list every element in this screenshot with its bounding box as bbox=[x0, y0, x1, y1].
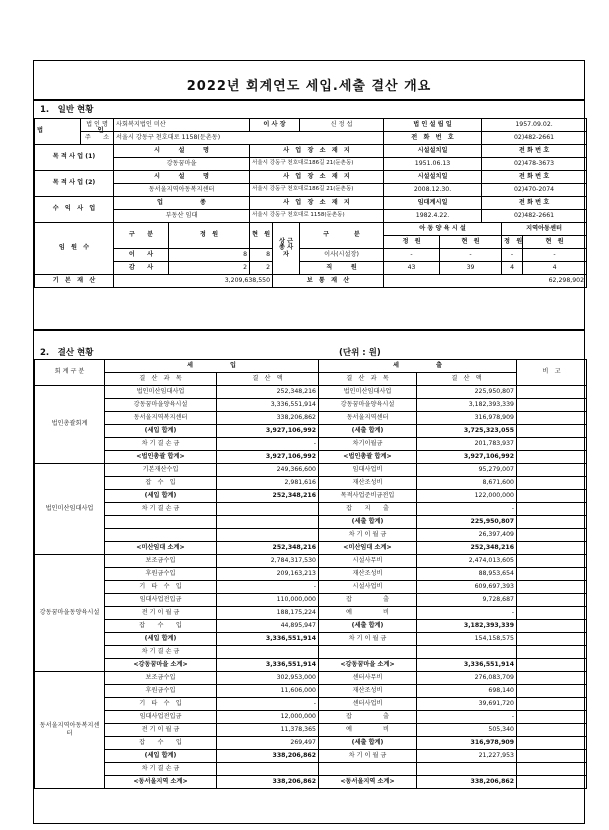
amount-cell: - bbox=[417, 607, 517, 620]
amount-cell: 3,927,106,992 bbox=[417, 451, 517, 464]
item-cell: 전 기 이 월 금 bbox=[105, 607, 217, 620]
table-row bbox=[35, 607, 587, 620]
tel2-label-3: 전 화 번 호 bbox=[482, 197, 587, 210]
rev-tel: 02)482-2661 bbox=[482, 210, 587, 223]
item-cell: 후원금수입 bbox=[105, 685, 217, 698]
normal-assets-label: 보 통 재 산 bbox=[273, 275, 384, 288]
item-cell: 강동꿈마을양육시설 bbox=[105, 399, 217, 412]
item-cell: <동서울지역 소계> bbox=[319, 776, 417, 789]
item-cell: 차 기 이 월 금 bbox=[319, 750, 417, 763]
amount-cell: 249,366,600 bbox=[217, 464, 319, 477]
director-label: 이 사 bbox=[114, 249, 169, 262]
amount-cell: 26,397,409 bbox=[417, 529, 517, 542]
basic-assets-value: 3,209,638,550 bbox=[114, 275, 273, 288]
amount-cell: 154,158,575 bbox=[417, 633, 517, 646]
current-label: 현 원 bbox=[250, 223, 273, 249]
tel-value: 02)482-2661 bbox=[482, 132, 587, 145]
table-row bbox=[35, 568, 587, 581]
item-cell bbox=[105, 516, 217, 529]
note-cell bbox=[517, 412, 587, 425]
item-cell: 보조금수입 bbox=[105, 672, 217, 685]
table-row bbox=[35, 464, 587, 477]
amount-cell: 252,348,216 bbox=[217, 386, 319, 399]
amount-cell: 95,279,007 bbox=[417, 464, 517, 477]
biz-type-label: 업 종 bbox=[114, 197, 250, 210]
table-row bbox=[35, 646, 587, 659]
note-cell bbox=[517, 399, 587, 412]
section-general-heading: 1. 일반 현황 bbox=[40, 105, 94, 115]
item-cell: 시설사무비 bbox=[319, 555, 417, 568]
item-cell: 차 기 결 손 금 bbox=[105, 438, 217, 451]
amount-cell: 252,348,216 bbox=[217, 542, 319, 555]
amount-cell bbox=[217, 529, 319, 542]
item-cell: 차 기 이 월 금 bbox=[319, 633, 417, 646]
item-cell: 임대사업전입금 bbox=[105, 711, 217, 724]
amount-cell: 3,927,106,992 bbox=[217, 451, 319, 464]
amount-cell: - bbox=[217, 581, 319, 594]
amount-cell: 110,000,000 bbox=[217, 594, 319, 607]
item-cell: <미산임대 소계> bbox=[105, 542, 217, 555]
chair-c1: - bbox=[440, 249, 502, 262]
amount-cell: 3,336,551,914 bbox=[217, 399, 319, 412]
header-rev-item: 결 산 과 목 bbox=[105, 373, 217, 386]
amount-cell: 39,691,720 bbox=[417, 698, 517, 711]
item-cell: 차기이월금 bbox=[319, 438, 417, 451]
item-cell: <미산임대 소계> bbox=[319, 542, 417, 555]
note-cell bbox=[517, 763, 587, 776]
item-cell: 재산조성비 bbox=[319, 477, 417, 490]
amount-cell bbox=[217, 646, 319, 659]
header-revenue: 세 입 bbox=[105, 360, 319, 373]
location-label-2: 사 업 장 소 재 지 bbox=[250, 171, 384, 184]
table-row bbox=[35, 438, 587, 451]
item-cell: <법인총괄 합계> bbox=[319, 451, 417, 464]
item-cell: 잡 지 출 bbox=[319, 503, 417, 516]
settlement-table bbox=[34, 359, 587, 789]
item-cell: 기 타 수 입 bbox=[105, 698, 217, 711]
amount-cell: 2,474,013,605 bbox=[417, 555, 517, 568]
amount-cell: 225,950,807 bbox=[417, 386, 517, 399]
item-cell: 재산조성비 bbox=[319, 568, 417, 581]
fac-name-label: 시 설 명 bbox=[114, 145, 250, 158]
table-row bbox=[35, 724, 587, 737]
item-cell: 법인미산임대사업 bbox=[105, 386, 217, 399]
table-row bbox=[35, 581, 587, 594]
director-current: 8 bbox=[250, 249, 273, 262]
table-row bbox=[35, 386, 587, 399]
table-row bbox=[35, 672, 587, 685]
amount-cell: 338,206,862 bbox=[417, 776, 517, 789]
fac-name-label-2: 시 설 명 bbox=[114, 171, 250, 184]
lease-date-label: 임대계시일 bbox=[384, 197, 482, 210]
item-cell: 센터사업비 bbox=[319, 698, 417, 711]
table-row bbox=[35, 698, 587, 711]
q-label-2: 정 원 bbox=[502, 236, 523, 249]
item-cell: <법인총괄 합계> bbox=[105, 451, 217, 464]
item-cell: (세출 합계) bbox=[319, 425, 417, 438]
item-cell: <강동꿈마을 소계> bbox=[319, 659, 417, 672]
item-cell: 강동꿈마을양육시설 bbox=[319, 399, 417, 412]
table-row bbox=[35, 451, 587, 464]
page-title: 2022년 회계연도 세입.세출 결산 개요 bbox=[186, 79, 432, 94]
amount-cell: 122,000,000 bbox=[417, 490, 517, 503]
tel-label: 전 화 번 호 bbox=[384, 132, 482, 145]
amount-cell: 21,227,953 bbox=[417, 750, 517, 763]
account-group-label: 동서울지역아동복지센터 bbox=[35, 672, 105, 789]
corp-name-value: 사회복지법인 미산 bbox=[114, 119, 250, 132]
note-cell bbox=[517, 438, 587, 451]
amount-cell: 2,981,616 bbox=[217, 477, 319, 490]
item-cell: (세입 합계) bbox=[105, 490, 217, 503]
item-cell: 차 기 이 월 금 bbox=[319, 529, 417, 542]
item-cell: 임대사업비 bbox=[319, 464, 417, 477]
item-cell: 목적사업준비금전입 bbox=[319, 490, 417, 503]
item-cell bbox=[105, 529, 217, 542]
amount-cell: 505,340 bbox=[417, 724, 517, 737]
note-cell bbox=[517, 490, 587, 503]
auditor-quota: 2 bbox=[169, 262, 250, 275]
table-row bbox=[35, 659, 587, 672]
table-row bbox=[35, 633, 587, 646]
corp-name-label: 법 인 명 bbox=[81, 119, 114, 132]
location-label: 사 업 장 소 재 지 bbox=[250, 145, 384, 158]
item-cell: 차 기 결 손 금 bbox=[105, 503, 217, 516]
staff-c1: 39 bbox=[440, 262, 502, 275]
amount-cell: 201,783,937 bbox=[417, 438, 517, 451]
note-cell bbox=[517, 425, 587, 438]
amount-cell: 3,336,551,914 bbox=[217, 633, 319, 646]
tel2-label: 전 화 번 호 bbox=[482, 145, 587, 158]
chair-q2: - bbox=[502, 249, 523, 262]
rev-date: 1982.4.22. bbox=[384, 210, 482, 223]
amount-cell: 44,895,947 bbox=[217, 620, 319, 633]
amount-cell: 11,378,365 bbox=[217, 724, 319, 737]
amount-cell: 338,206,862 bbox=[217, 412, 319, 425]
item-cell: (세입 합계) bbox=[105, 750, 217, 763]
amount-cell: 252,348,216 bbox=[417, 542, 517, 555]
note-cell bbox=[517, 698, 587, 711]
amount-cell: 276,083,709 bbox=[417, 672, 517, 685]
note-cell bbox=[517, 516, 587, 529]
item-cell: 예 비 bbox=[319, 724, 417, 737]
item-cell: 후원금수입 bbox=[105, 568, 217, 581]
officers-label: 임 원 수 bbox=[35, 223, 114, 275]
item-cell: (세출 합계) bbox=[319, 737, 417, 750]
table-row bbox=[35, 503, 587, 516]
note-cell bbox=[517, 451, 587, 464]
note-cell bbox=[517, 477, 587, 490]
account-group-label: 법인총괄회계 bbox=[35, 386, 105, 464]
amount-cell: 609,697,393 bbox=[417, 581, 517, 594]
divider bbox=[34, 99, 584, 101]
revenue-biz-label: 수 익 사 업 bbox=[35, 197, 114, 223]
note-cell bbox=[517, 776, 587, 789]
unit-label: (단위 : 원) bbox=[339, 348, 381, 358]
table-row bbox=[35, 594, 587, 607]
note-cell bbox=[517, 607, 587, 620]
header-category: 회 계 구 분 bbox=[35, 360, 105, 386]
amount-cell: 8,671,600 bbox=[417, 477, 517, 490]
amount-cell: 698,140 bbox=[417, 685, 517, 698]
item-cell: 잡 수 입 bbox=[105, 477, 217, 490]
c-label-2: 현 원 bbox=[523, 236, 587, 249]
amount-cell: 3,725,323,055 bbox=[417, 425, 517, 438]
item-cell: 잡 수 입 bbox=[105, 620, 217, 633]
purpose2-label: 목 적 사 업 (2) bbox=[35, 171, 114, 197]
item-cell bbox=[319, 646, 417, 659]
note-cell bbox=[517, 555, 587, 568]
amount-cell: 88,953,654 bbox=[417, 568, 517, 581]
note-cell bbox=[517, 685, 587, 698]
install-date-label-2: 시설설치일 bbox=[384, 171, 482, 184]
purpose1-label: 목 적 사 업 (1) bbox=[35, 145, 114, 171]
item-cell: 차 기 결 손 금 bbox=[105, 646, 217, 659]
header-exp-item: 결 산 과 목 bbox=[319, 373, 417, 386]
item-cell: 예 비 bbox=[319, 607, 417, 620]
table-row bbox=[35, 685, 587, 698]
document-page bbox=[33, 60, 585, 824]
item-cell: (세출 합계) bbox=[319, 620, 417, 633]
amount-cell: 2,784,317,530 bbox=[217, 555, 319, 568]
item-cell: 전 기 이 월 금 bbox=[105, 724, 217, 737]
estab-value: 1957.09.02. bbox=[482, 119, 587, 132]
amount-cell bbox=[217, 503, 319, 516]
item-cell: 기 타 수 입 bbox=[105, 581, 217, 594]
p2-tel: 02)470-2074 bbox=[482, 184, 587, 197]
amount-cell: 209,163,213 bbox=[217, 568, 319, 581]
gubun-label: 구 분 bbox=[300, 223, 384, 249]
amount-cell bbox=[217, 763, 319, 776]
note-cell bbox=[517, 620, 587, 633]
addr-label: 주 소 bbox=[81, 132, 114, 145]
director-quota: 8 bbox=[169, 249, 250, 262]
note-cell bbox=[517, 464, 587, 477]
general-status-table bbox=[34, 118, 587, 288]
p1-date: 1951.06.13 bbox=[384, 158, 482, 171]
p1-facility: 강동꿈마을 bbox=[114, 158, 250, 171]
note-cell bbox=[517, 633, 587, 646]
settlement-body bbox=[35, 386, 587, 789]
amount-cell: - bbox=[217, 698, 319, 711]
rev-location: 서울시 강동구 천호대로 1158(둔촌동) bbox=[250, 210, 384, 223]
amount-cell: - bbox=[417, 711, 517, 724]
amount-cell: 316,978,909 bbox=[417, 412, 517, 425]
table-row bbox=[35, 399, 587, 412]
amount-cell: 3,336,551,914 bbox=[217, 659, 319, 672]
quota-label: 정 원 bbox=[169, 223, 250, 249]
table-row bbox=[35, 711, 587, 724]
item-cell: 시설사업비 bbox=[319, 581, 417, 594]
item-cell: (세입 합계) bbox=[105, 425, 217, 438]
table-row bbox=[35, 425, 587, 438]
table-row bbox=[35, 737, 587, 750]
amount-cell: 269,497 bbox=[217, 737, 319, 750]
amount-cell: 225,950,807 bbox=[417, 516, 517, 529]
header-note: 비 고 bbox=[517, 360, 587, 386]
amount-cell bbox=[217, 516, 319, 529]
note-cell bbox=[517, 503, 587, 516]
note-cell bbox=[517, 386, 587, 399]
item-cell: 법인미산임대사업 bbox=[319, 386, 417, 399]
item-cell: <동서울지역 소계> bbox=[105, 776, 217, 789]
account-group-label: 법인미산임대사업 bbox=[35, 464, 105, 555]
note-cell bbox=[517, 646, 587, 659]
header-exp-amount: 결 산 액 bbox=[417, 373, 517, 386]
note-cell bbox=[517, 750, 587, 763]
table-row bbox=[35, 529, 587, 542]
child-facility-label: 아 동 양 육 시 설 bbox=[384, 223, 502, 236]
header-rev-amount: 결 산 액 bbox=[217, 373, 319, 386]
install-date-label: 시설설치일 bbox=[384, 145, 482, 158]
chair-q1: - bbox=[384, 249, 440, 262]
estab-label: 법 인 설 립 일 bbox=[384, 119, 482, 132]
location-label-3: 사 업 장 소 재 지 bbox=[250, 197, 384, 210]
amount-cell: - bbox=[217, 438, 319, 451]
table-row bbox=[35, 620, 587, 633]
note-cell bbox=[517, 672, 587, 685]
amount-cell: 9,728,687 bbox=[417, 594, 517, 607]
note-cell bbox=[517, 581, 587, 594]
center-label: 지역아동센터 bbox=[502, 223, 587, 236]
note-cell bbox=[517, 659, 587, 672]
staff-q2: 4 bbox=[502, 262, 523, 275]
p2-location: 서울시 강동구 천호대로186길 21(둔촌동) bbox=[250, 184, 384, 197]
table-row bbox=[35, 516, 587, 529]
tel2-label-2: 전 화 번 호 bbox=[482, 171, 587, 184]
item-cell: 보조금수입 bbox=[105, 555, 217, 568]
amount-cell: - bbox=[417, 503, 517, 516]
amount-cell: 3,927,106,992 bbox=[217, 425, 319, 438]
divider bbox=[34, 329, 584, 331]
section-settlement-heading: 2. 결산 현황 bbox=[40, 348, 94, 358]
item-cell: 잡 출 bbox=[319, 594, 417, 607]
item-cell: 기본재산수입 bbox=[105, 464, 217, 477]
table-row bbox=[35, 750, 587, 763]
item-cell: 임대사업전입금 bbox=[105, 594, 217, 607]
item-cell: (세출 합계) bbox=[319, 516, 417, 529]
note-cell bbox=[517, 568, 587, 581]
amount-cell: 252,348,216 bbox=[217, 490, 319, 503]
amount-cell: 12,000,000 bbox=[217, 711, 319, 724]
basic-assets-label: 기 본 재 산 bbox=[35, 275, 114, 288]
account-group-label: 강동꿈마을동양육시설 bbox=[35, 555, 105, 672]
note-cell bbox=[517, 529, 587, 542]
corp-label: 법 인 bbox=[35, 119, 81, 145]
table-row bbox=[35, 490, 587, 503]
p1-location: 서울시 강동구 천호대로186길 21(둔촌동) bbox=[250, 158, 384, 171]
amount-cell: 338,206,862 bbox=[217, 750, 319, 763]
note-cell bbox=[517, 737, 587, 750]
staff-c2: 4 bbox=[523, 262, 587, 275]
table-row bbox=[35, 412, 587, 425]
item-cell bbox=[319, 763, 417, 776]
note-cell bbox=[517, 711, 587, 724]
chair-label: 이 사 장 bbox=[250, 119, 300, 132]
table-row bbox=[35, 555, 587, 568]
item-cell: 잡 출 bbox=[319, 711, 417, 724]
note-cell bbox=[517, 724, 587, 737]
table-row bbox=[35, 776, 587, 789]
chair-value: 신 정 섭 bbox=[300, 119, 384, 132]
note-cell bbox=[517, 542, 587, 555]
item-cell: 잡 수 입 bbox=[105, 737, 217, 750]
p2-date: 2008.12.30. bbox=[384, 184, 482, 197]
c-label-1: 현 원 bbox=[440, 236, 502, 249]
item-cell: 재산조성비 bbox=[319, 685, 417, 698]
header-expense: 세 출 bbox=[319, 360, 517, 373]
amount-cell: 3,336,551,914 bbox=[417, 659, 517, 672]
q-label-1: 정 원 bbox=[384, 236, 440, 249]
item-cell: 동서울지역복지센터 bbox=[105, 412, 217, 425]
div-label: 구 분 bbox=[114, 223, 169, 249]
item-cell: 센터사무비 bbox=[319, 672, 417, 685]
amount-cell: 3,182,393,339 bbox=[417, 620, 517, 633]
amount-cell: 316,978,909 bbox=[417, 737, 517, 750]
amount-cell: 188,175,224 bbox=[217, 607, 319, 620]
amount-cell bbox=[417, 646, 517, 659]
p1-tel: 02)478-3673 bbox=[482, 158, 587, 171]
amount-cell: 338,206,862 bbox=[217, 776, 319, 789]
normal-assets-value: 62,298,902 bbox=[384, 275, 587, 288]
staff-label: 직 원 bbox=[300, 262, 384, 275]
note-cell bbox=[517, 594, 587, 607]
rev-biz-type: 부동산 임대 bbox=[114, 210, 250, 223]
chair-row-label: 이사(시설장) bbox=[300, 249, 384, 262]
staff-count-label: 상 근 종 사 자 bbox=[273, 223, 300, 275]
amount-cell: 11,606,000 bbox=[217, 685, 319, 698]
auditor-current: 2 bbox=[250, 262, 273, 275]
item-cell: <강동꿈마을 소계> bbox=[105, 659, 217, 672]
table-row bbox=[35, 477, 587, 490]
table-row bbox=[35, 763, 587, 776]
table-row bbox=[35, 542, 587, 555]
item-cell: (세입 합계) bbox=[105, 633, 217, 646]
p2-facility: 동서울지역아동복지센터 bbox=[114, 184, 250, 197]
addr-value: 서울시 강동구 천호대로 1158(둔촌동) bbox=[114, 132, 384, 145]
item-cell: 동서울지역센터 bbox=[319, 412, 417, 425]
amount-cell: 302,953,000 bbox=[217, 672, 319, 685]
amount-cell: 3,182,393,339 bbox=[417, 399, 517, 412]
staff-q1: 43 bbox=[384, 262, 440, 275]
chair-c2: - bbox=[523, 249, 587, 262]
item-cell: 차 기 결 손 금 bbox=[105, 763, 217, 776]
auditor-label: 감 사 bbox=[114, 262, 169, 275]
amount-cell bbox=[417, 763, 517, 776]
